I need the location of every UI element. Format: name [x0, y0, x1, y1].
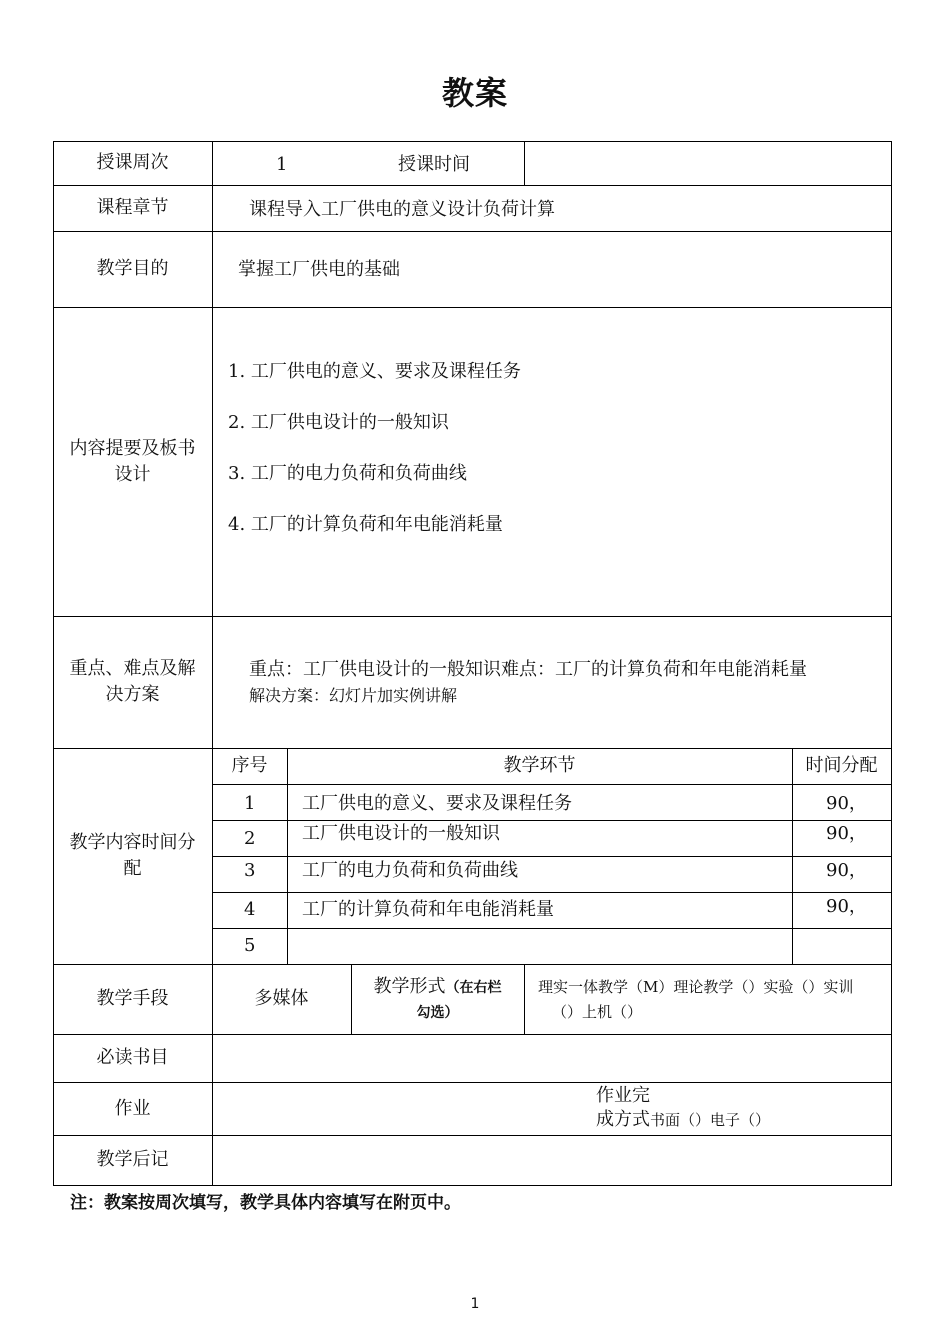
form-label [351, 974, 524, 1026]
schedule-label [53, 830, 212, 882]
schedule-step: 工厂的电力负荷和负荷曲线 [302, 860, 518, 881]
means-label: 教学手段 [96, 988, 169, 1009]
homework-line2-b: 书面（）电子（） [650, 1111, 771, 1129]
schedule-time: 90， [826, 793, 867, 814]
homework-line1: 作业完 [596, 1085, 650, 1106]
form-label-hint-b: 勾选） [416, 1005, 459, 1021]
outline-label-line2: 设计 [114, 464, 151, 485]
objective-value: 掌握工厂供电的基础 [238, 259, 400, 280]
time-label: 授课时间 [398, 154, 470, 175]
schedule-label-line2: 配 [123, 858, 142, 879]
outline-item: 1. 工厂供电的意义、要求及课程任务 [228, 361, 521, 382]
outline-item: 2. 工厂供电设计的一般知识 [228, 412, 449, 433]
homework-line2-a: 成方式 [596, 1109, 650, 1130]
schedule-no: 2 [244, 828, 256, 849]
week-value: 1 [276, 154, 288, 175]
form-options-line1: 理实一体教学（M）理论教学（）实验（）实训 [538, 978, 854, 996]
schedule-header-no: 序号 [231, 755, 268, 776]
homework-label: 作业 [114, 1097, 151, 1119]
schedule-step: 工厂的计算负荷和年电能消耗量 [302, 899, 554, 920]
schedule-step: 工厂供电设计的一般知识 [302, 823, 500, 844]
schedule-header-time: 时间分配 [805, 755, 878, 776]
keypoints-label-line1: 重点、难点及解 [69, 658, 196, 679]
outline-item: 3. 工厂的电力负荷和负荷曲线 [228, 463, 467, 484]
schedule-label-line1: 教学内容时间分 [69, 832, 196, 853]
keypoints-label-line2: 决方案 [105, 684, 160, 705]
schedule-time: 90， [826, 860, 867, 881]
reflection-label: 教学后记 [96, 1149, 169, 1170]
means-value: 多媒体 [254, 988, 309, 1009]
form-options-line2: （）上机（） [552, 1003, 643, 1021]
schedule-header-step: 教学环节 [503, 755, 576, 776]
outline-label [53, 436, 212, 488]
keypoints-line1: 重点：工厂供电设计的一般知识难点：工厂的计算负荷和年电能消耗量 [249, 659, 807, 680]
keypoints-line2: 解决方案：幻灯片加实例讲解 [249, 686, 458, 705]
chapter-value: 课程导入工厂供电的意义设计负荷计算 [249, 199, 555, 220]
homework-line2 [596, 1107, 770, 1133]
schedule-no: 4 [244, 899, 256, 920]
chapter-label: 课程章节 [96, 197, 169, 218]
footnote: 注：教案按周次填写，教学具体内容填写在附页中。 [70, 1193, 461, 1213]
schedule-step: 工厂供电的意义、要求及课程任务 [302, 793, 572, 814]
schedule-time: 90， [826, 896, 867, 917]
schedule-no: 1 [244, 793, 256, 814]
page-number: 1 [470, 1296, 480, 1312]
outline-label-line1: 内容提要及板书 [69, 438, 196, 459]
form-label-main: 教学形式 [373, 976, 446, 997]
keypoints-label [53, 656, 212, 708]
outline-item: 4. 工厂的计算负荷和年电能消耗量 [228, 514, 503, 535]
document-title: 教案 [441, 74, 508, 112]
schedule-time: 90， [826, 823, 867, 844]
schedule-no: 3 [244, 860, 256, 881]
schedule-no: 5 [244, 935, 256, 956]
reading-label: 必读书目 [96, 1047, 169, 1068]
week-label: 授课周次 [96, 152, 169, 173]
objective-label: 教学目的 [96, 258, 169, 279]
form-label-hint-a: （在右栏 [445, 980, 502, 996]
